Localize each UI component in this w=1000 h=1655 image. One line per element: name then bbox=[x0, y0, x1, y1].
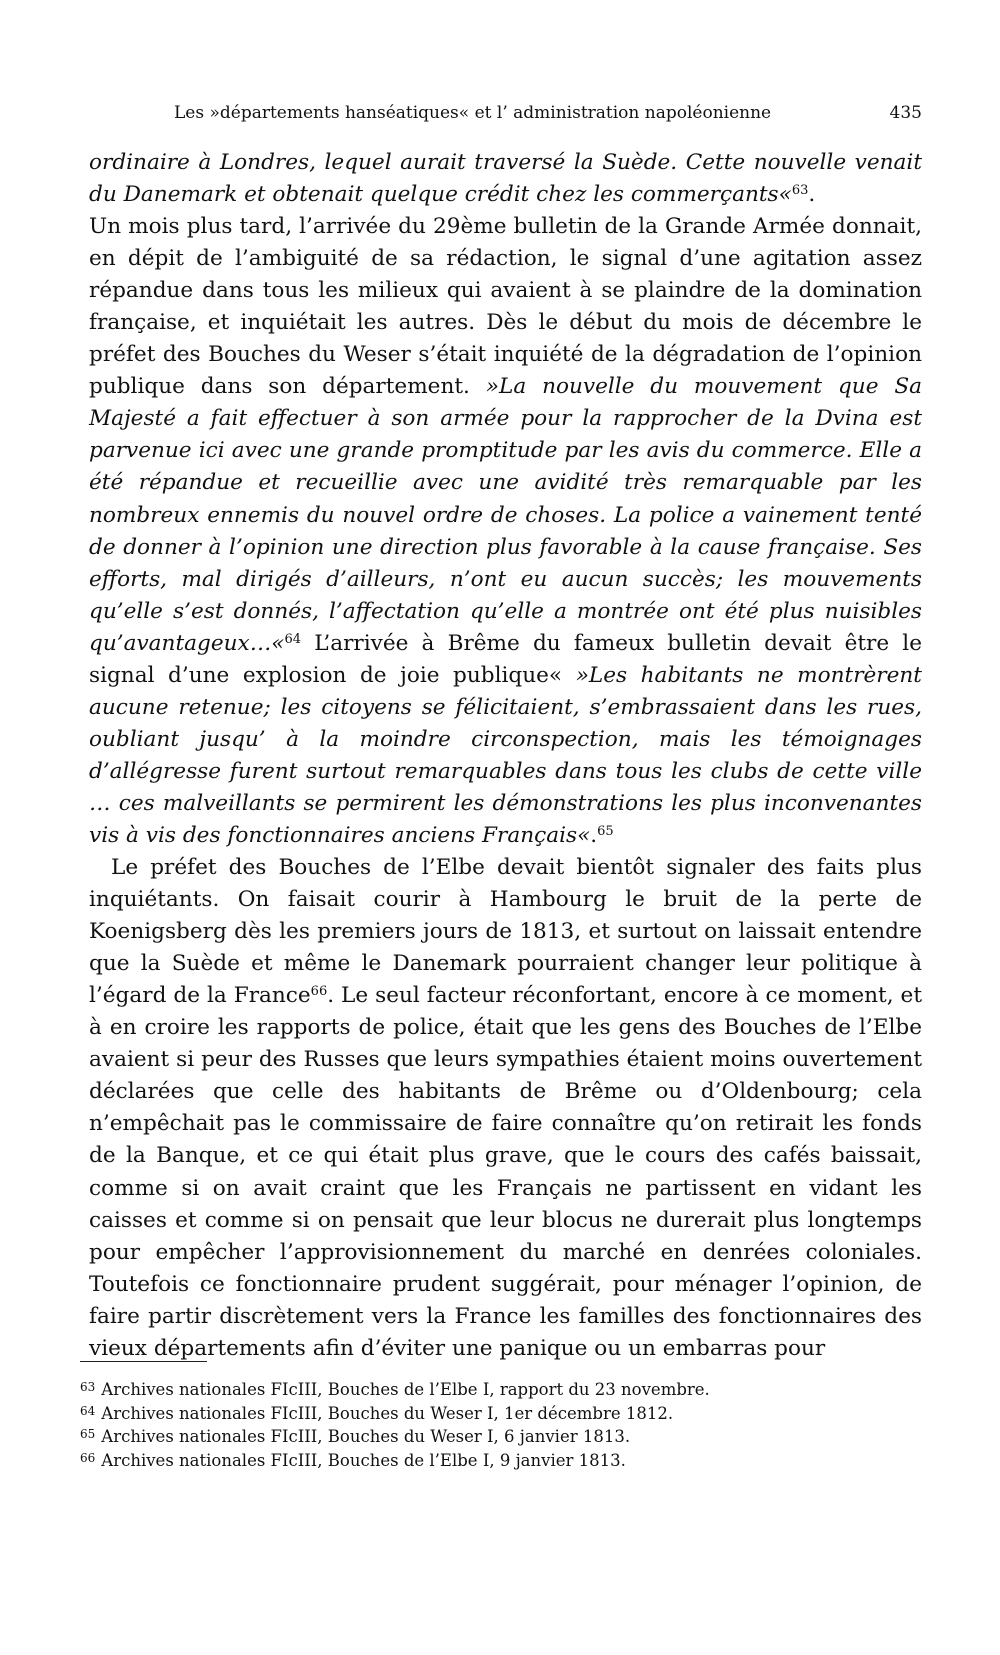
footnote-number: 64 bbox=[80, 1403, 96, 1418]
footnote-ref-64: 64 bbox=[284, 631, 302, 647]
footnotes bbox=[80, 1377, 922, 1471]
footnote-separator bbox=[80, 1361, 207, 1362]
footnote-text: Archives nationales FIcIII, Bouches du Weser I, 1er décembre 1812. bbox=[101, 1403, 674, 1423]
footnote-text: Archives nationales FIcIII, Bouches de l’Elbe I, 9 janvier 1813. bbox=[101, 1450, 626, 1470]
text-span: . Le seul facteur réconfortant, encore à ce moment, et à en croire les rapports de police, était que les gens des Bouches de l’Elbe avaient si peur des Russes que leurs sympathies étaient moins ouvertement déclarées que celle des habitants de Brême ou d’Oldenbourg; cela n’empêchait pas le commissaire de faire connaître qu’on retirait les fonds de la Banque, et ce qui était plus grave, que le cours des cafés baissait, comme si on avait craint que les Français ne partissent en vidant les caisses et comme si on pensait que leur blocus ne durerait plus longtemps pour empêcher l’approvisionnement du marché en denrées coloniales. Toutefois ce fonctionnaire prudent suggérait, pour ménager l’opinion, de faire partir discrètement vers la France les familles des fonctionnaires des vieux départements afin d’éviter une panique ou un embarras pour bbox=[89, 983, 923, 1361]
text-span: . bbox=[808, 182, 816, 208]
quotation-64: »La nouvelle du mouvement que Sa Majesté a fait effectuer à son armée pour la rapprocher de la Dvina est parvenue ici avec une grande promptitude par les avis du commerce. Elle a été répandue et recueillie avec une avidité très remarquable par les nombreux ennemis du nouvel ordre de choses. La police a vainement tenté de donner à l’opinion une direction plus favorable à la cause française. Ses efforts, mal dirigés d’ailleurs, n’ont eu aucun succès; les mouvements qu’elle s’est donnés, l’affectation qu’elle a montrée ont été plus nuisibles qu’avantageux…« bbox=[89, 374, 922, 656]
footnote-number: 65 bbox=[80, 1427, 96, 1441]
text-span: Le préfet des Bouches de l’Elbe devait bientôt signaler des faits plus inquiétants. On faisait courir à Hambourg le bruit de la perte de Koenigsberg dès les premiers jours de 1813, et surtout on laissait entendre que la Suède et même le Danemark pourraient changer leur politique à l’égard de la France bbox=[89, 855, 922, 1009]
text-span: Un mois plus tard, l’arrivée du 29ème bulletin de la Grande Armée donnait, en dépit de l’ambiguité de sa rédaction, le signal d’une agitation assez répandue dans tous les milieux qui avaient à se plaindre de la domination française, et inquiétait les autres. Dès le début du mois de décembre le préfet des Bouches du Weser s’était inquiété de la dégradation de l’opinion publique dans son département. bbox=[89, 214, 922, 400]
footnote-64 bbox=[80, 1401, 922, 1425]
running-header bbox=[174, 100, 922, 126]
paragraph-2 bbox=[89, 852, 922, 1365]
body-text bbox=[89, 147, 922, 1365]
running-title: Les »départements hanséatiques« et l’ administration napoléonienne bbox=[174, 103, 772, 123]
footnote-text: Archives nationales FIcIII, Bouches du Weser I, 6 janvier 1813. bbox=[101, 1427, 631, 1446]
footnote-text: Archives nationales FIcIII, Bouches de l’Elbe I, rapport du 23 novembre. bbox=[101, 1380, 710, 1399]
footnote-63 bbox=[80, 1377, 922, 1401]
paragraph-1 bbox=[89, 147, 922, 852]
footnote-ref-66: 66 bbox=[310, 984, 328, 1000]
quotation-63: ordinaire à Londres, lequel aurait traversé la Suède. Cette nouvelle venait du Danemark et obtenait quelque crédit chez les commerçants« bbox=[89, 150, 922, 208]
footnote-ref-63: 63 bbox=[791, 183, 809, 199]
footnote-ref-65: 65 bbox=[597, 823, 614, 839]
page-number: 435 bbox=[889, 103, 922, 123]
text-span: L’arrivée à Brême du fameux bulletin devait être le signal d’une explosion de joie publique« bbox=[89, 630, 922, 688]
footnote-number: 66 bbox=[80, 1450, 96, 1465]
footnote-65 bbox=[80, 1424, 922, 1448]
text-span: . bbox=[590, 822, 598, 848]
footnote-number: 63 bbox=[80, 1380, 96, 1394]
footnote-66 bbox=[80, 1448, 922, 1472]
quotation-65: »Les habitants ne montrèrent aucune retenue; les citoyens se félicitaient, s’embrassaient dans les rues, oubliant jusqu’ à la moindre circonspection, mais les témoignages d’allégresse furent surtout remarquables dans tous les clubs de cette ville … ces malveillants se permirent les démonstrations les plus inconvenantes vis à vis des fonctionnaires anciens Français« bbox=[89, 662, 922, 848]
